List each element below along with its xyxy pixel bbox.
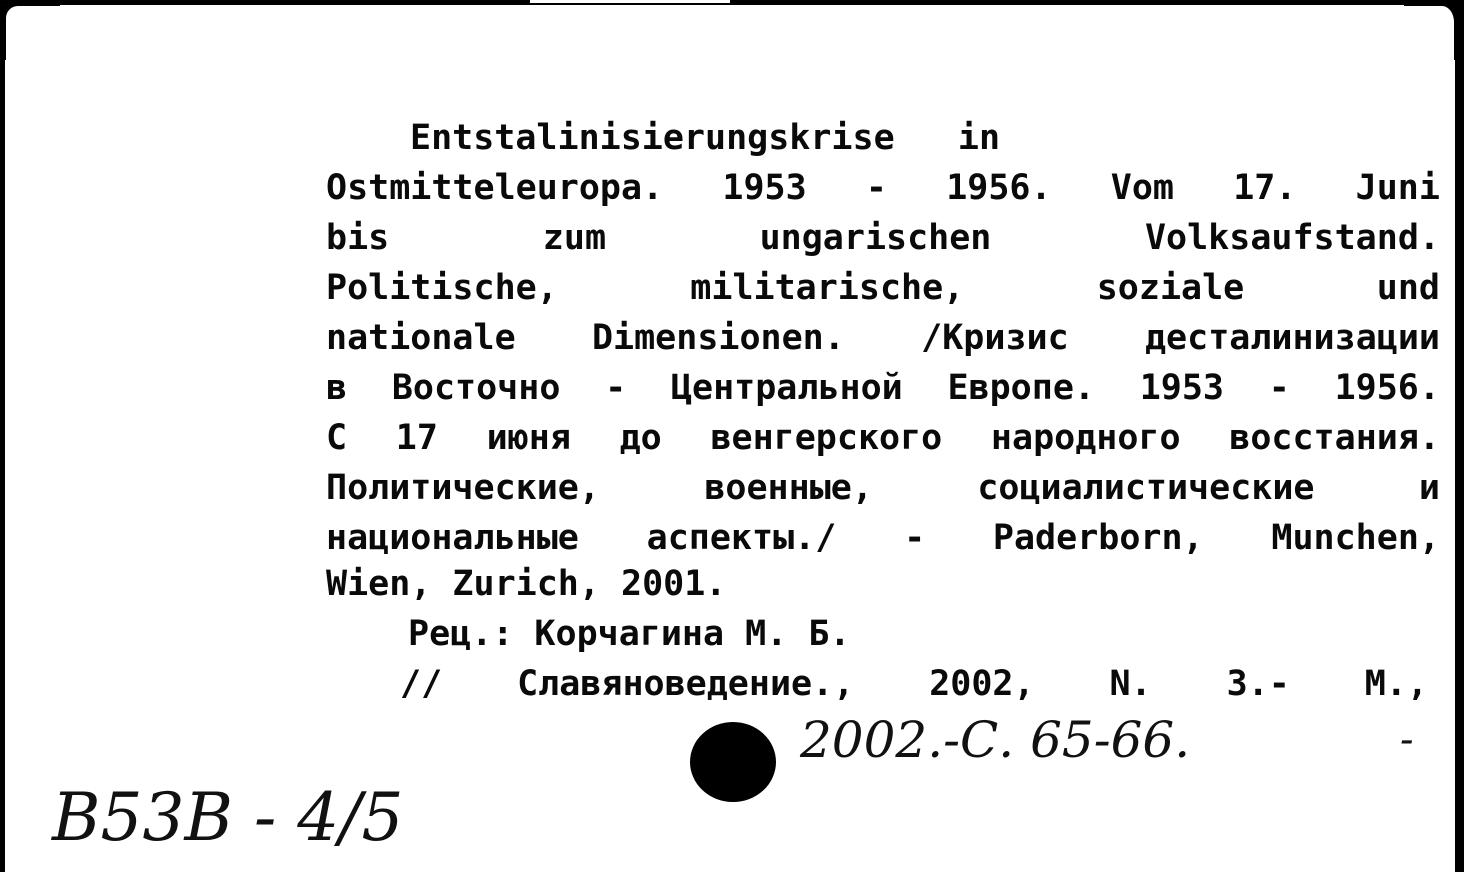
entry-line-7	[326, 414, 1440, 462]
entry-word: 17	[395, 418, 438, 458]
entry-word: //	[400, 664, 443, 704]
card-corner-top-right	[1404, 0, 1464, 60]
ink-blot	[690, 722, 776, 802]
entry-word: восстания.	[1229, 418, 1440, 458]
entry-word: народного	[990, 418, 1181, 458]
entry-word: 1956.	[946, 168, 1052, 208]
entry-word: militarische,	[690, 268, 965, 308]
entry-line-2	[326, 164, 1440, 212]
entry-word: nationale	[326, 318, 516, 358]
entry-word: до	[619, 418, 662, 458]
entry-word: июня	[486, 418, 571, 458]
entry-word: bis	[326, 218, 390, 258]
entry-word: и	[1418, 468, 1440, 508]
entry-line-5	[326, 314, 1440, 362]
review-author-line: Рец.: Корчагина М. Б.	[408, 614, 851, 654]
entry-word: 2002,	[929, 664, 1035, 704]
entry-word: -	[1268, 368, 1290, 408]
entry-line-10: Wien, Zurich, 2001.	[326, 564, 727, 604]
card-corner-top-left	[0, 0, 60, 60]
entry-word: -	[904, 518, 926, 558]
entry-word: в	[326, 368, 348, 408]
entry-word: десталинизации	[1144, 318, 1440, 358]
entry-word: национальные	[326, 518, 579, 558]
card-left-edge	[0, 0, 5, 872]
call-number: В53В - 4/5	[52, 779, 404, 856]
entry-word: zum	[542, 218, 607, 258]
card-right-edge	[1455, 0, 1464, 872]
entry-word: Paderborn,	[992, 518, 1204, 558]
entry-word: С	[326, 418, 348, 458]
entry-word: Европе.	[947, 368, 1095, 408]
entry-line-6	[326, 364, 1440, 412]
entry-line-4	[326, 264, 1440, 312]
entry-word: Dimensionen.	[591, 318, 845, 358]
entry-word: 1953	[1139, 368, 1225, 408]
entry-word: 17.	[1233, 168, 1297, 208]
entry-word: Juni	[1355, 168, 1440, 208]
review-source-line	[400, 660, 1428, 708]
entry-word: социалистические	[977, 468, 1315, 508]
entry-line-3	[326, 214, 1440, 262]
entry-word: soziale	[1096, 268, 1245, 308]
entry-word: Vom	[1110, 168, 1174, 208]
entry-word: аспекты./	[646, 518, 837, 558]
entry-word: М.,	[1364, 664, 1428, 704]
entry-word: 3.-	[1226, 664, 1290, 704]
entry-word: -	[865, 168, 887, 208]
handwritten-pages: 2002.-С. 65-66.	[800, 711, 1191, 769]
entry-word: Восточно	[391, 368, 561, 408]
entry-word: Volksaufstand.	[1144, 218, 1440, 258]
entry-word: Политические,	[326, 468, 600, 508]
entry-word: военные,	[704, 468, 873, 508]
entry-word: ungarischen	[759, 218, 992, 258]
entry-word: N.	[1109, 664, 1152, 704]
entry-word: Politische,	[326, 268, 558, 308]
entry-word: Центральной	[670, 368, 903, 408]
entry-line-1: Entstalinisierungskrise in	[410, 118, 1001, 158]
entry-word: -	[605, 368, 627, 408]
entry-word: венгерского	[710, 418, 943, 458]
entry-word: Ostmitteleuropa.	[326, 168, 664, 208]
card-top-edge	[0, 0, 1464, 5]
entry-word: 1953	[722, 168, 807, 208]
entry-word: 1956.	[1334, 368, 1440, 408]
entry-word: und	[1376, 268, 1440, 308]
entry-line-9	[326, 514, 1440, 562]
entry-word: Славяноведение.,	[517, 664, 855, 704]
handwritten-trailing-dash: -	[1400, 717, 1414, 763]
entry-line-8	[326, 464, 1440, 512]
entry-word: Munchen,	[1271, 518, 1440, 558]
entry-word: /Кризис	[921, 318, 1069, 358]
card-top-edge-gap	[530, 0, 730, 3]
